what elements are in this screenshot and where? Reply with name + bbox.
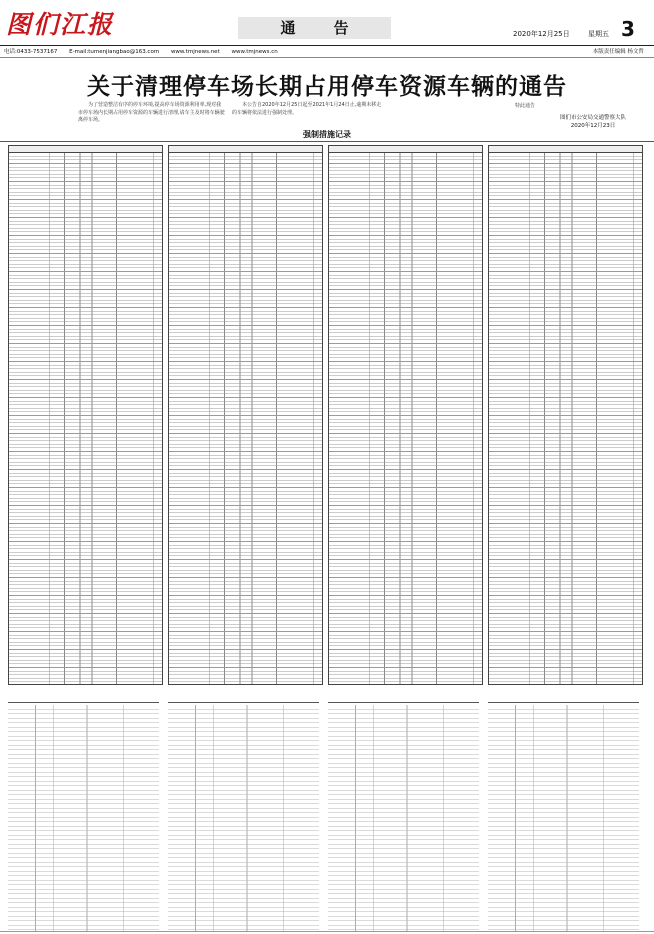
issue-date: 2020年12月25日: [513, 30, 570, 38]
records-table-column-1: [8, 145, 163, 685]
contact-website-2[interactable]: www.tmjnews.cn: [231, 49, 278, 55]
lower-records-column-3: [328, 702, 479, 931]
contact-line: [4, 47, 288, 55]
records-table-column-3: [328, 145, 483, 685]
notice-paragraph-2: 本公告自2020年12月25日起至2021年1月24日止,逾期未移走的车辆将依法进行强制处理。: [232, 102, 382, 116]
notice-signature: [560, 114, 626, 130]
contact-phone: 电话:0433-7537167: [4, 49, 58, 55]
lower-records-column-4: [488, 702, 639, 931]
records-table-column-4: [488, 145, 643, 685]
header-rule: [0, 45, 654, 46]
issuer-date: 2020年12月23日: [570, 123, 616, 129]
contact-website[interactable]: www.tmjnews.net: [170, 49, 220, 55]
lower-records-column-1: [8, 702, 159, 931]
contact-email[interactable]: E-mail:tumenjiangbao@163.com: [69, 49, 160, 55]
records-table-column-2: [168, 145, 323, 685]
masthead: [0, 0, 654, 46]
page-editor: 本版责任编辑 杨文哲: [592, 49, 644, 55]
issuer-name: 图们市公安局交通警察大队: [560, 115, 627, 121]
section-title: 通告: [238, 17, 391, 39]
notice-sign-off: 特此通告: [515, 103, 536, 109]
newspaper-logo: 图们江报: [6, 10, 115, 39]
lower-records-column-2: [168, 702, 319, 931]
notice-paragraph-1: 为了营造整洁有序的停车环境,提高停车场资源利用率,现对我市停车场内长期占用停车资源的车辆进行清理,请车主及时将车辆驶离停车场。: [78, 102, 225, 123]
records-title: 强制措施记录: [303, 130, 351, 139]
footer-rule: [0, 931, 654, 932]
subheader-rule: [0, 57, 654, 58]
issue-weekday: 星期五: [588, 30, 609, 38]
notice-headline: 关于清理停车场长期占用停车资源车辆的通告: [87, 74, 567, 100]
records-rule: [0, 141, 654, 142]
page-number: 3: [621, 17, 635, 41]
